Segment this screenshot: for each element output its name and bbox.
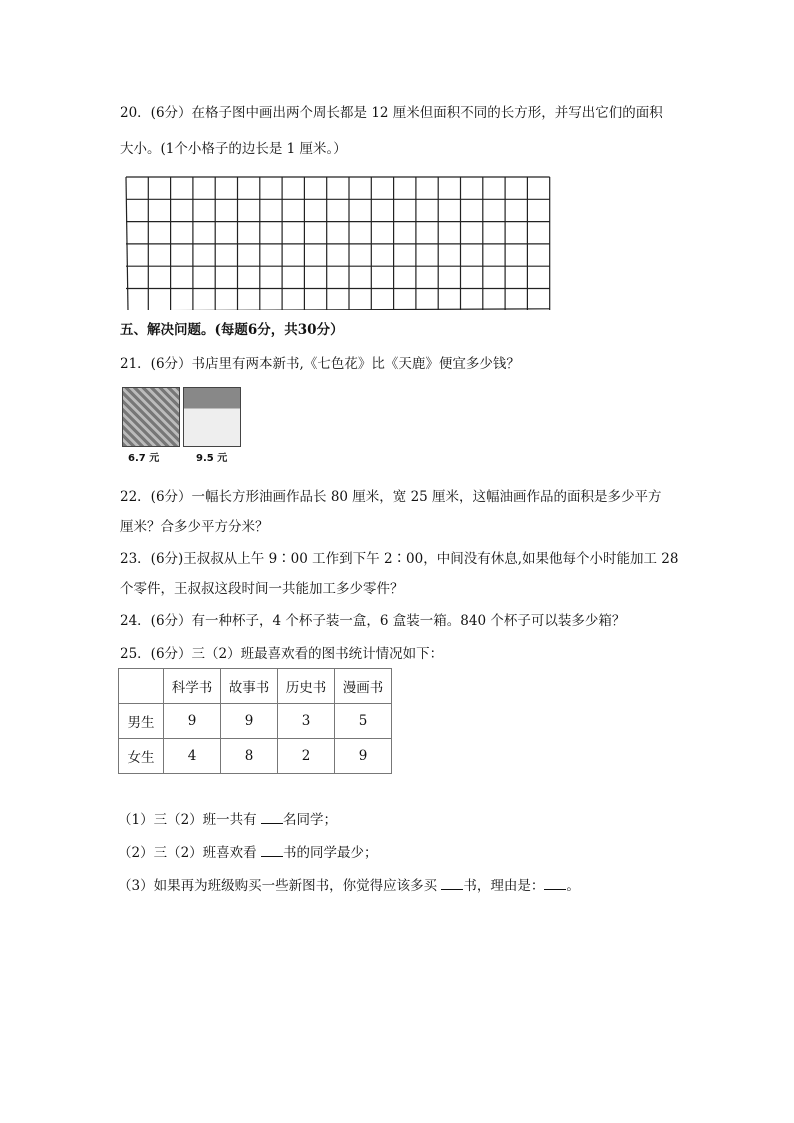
q25-sub2-before: （2）三（2）班喜欢看 bbox=[118, 845, 257, 861]
table-header-row bbox=[119, 669, 392, 704]
table-row bbox=[119, 739, 392, 774]
q21-text: 21．(6分）书店里有两本新书,《七色花》比《天鹿》便宜多少钱？ bbox=[120, 356, 520, 372]
answer-blank[interactable] bbox=[544, 876, 566, 890]
q20-line2: 大小。(1个小格子的边长是 1 厘米。） bbox=[120, 141, 347, 157]
book1-price: 6.7 元 bbox=[128, 453, 160, 464]
square-grid bbox=[122, 176, 552, 314]
table-header-cell: 历史书 bbox=[278, 669, 335, 704]
table-cell: 5 bbox=[335, 704, 392, 739]
q22-line2: 厘米？合多少平方分米？ bbox=[120, 519, 269, 535]
book-cover-tianlu bbox=[183, 387, 241, 447]
table-row bbox=[119, 704, 392, 739]
q20-line1: 20．(6分）在格子图中画出两个周长都是 12 厘米但面积不同的长方形，并写出它们的面积 bbox=[120, 105, 663, 121]
book-stats-table bbox=[118, 668, 392, 774]
table-cell: 3 bbox=[278, 704, 335, 739]
row-label: 男生 bbox=[119, 704, 164, 739]
q25-sub3-middle: 书，理由是： bbox=[463, 878, 545, 894]
book-images bbox=[122, 387, 242, 477]
q25-sub2-after: 书的同学最少； bbox=[282, 845, 378, 861]
q25-sub3 bbox=[118, 876, 580, 895]
q22-line1: 22．(6分）一幅长方形油画作品长 80 厘米，宽 25 厘米，这幅油画作品的面积是多少平方 bbox=[120, 489, 662, 505]
table-header-cell: 故事书 bbox=[221, 669, 278, 704]
q25-sub1-before: （1）三（2）班一共有 bbox=[118, 812, 257, 828]
q25-sub1-after: 名同学； bbox=[282, 812, 337, 828]
q25-sub3-after: 。 bbox=[566, 878, 580, 894]
table-cell: 4 bbox=[164, 739, 221, 774]
table-cell: 9 bbox=[221, 704, 278, 739]
table-header-cell: 科学书 bbox=[164, 669, 221, 704]
table-cell bbox=[119, 669, 164, 704]
grid-line-horizontal bbox=[126, 309, 550, 310]
section-heading: 五、解决问题。(每题6分，共30分） bbox=[120, 322, 344, 338]
answer-blank[interactable] bbox=[441, 876, 463, 890]
row-label: 女生 bbox=[119, 739, 164, 774]
q23-line1: 23．(6分)王叔叔从上午 9∶00 工作到下午 2∶00，中间没有休息,如果他每个小时能加工 28 bbox=[120, 551, 679, 567]
table-cell: 8 bbox=[221, 739, 278, 774]
table-header-cell: 漫画书 bbox=[335, 669, 392, 704]
q25-text: 25．(6分）三（2）班最喜欢看的图书统计情况如下： bbox=[120, 646, 444, 662]
grid-svg bbox=[122, 176, 552, 310]
q25-sub3-before: （3）如果再为班级购买一些新图书，你觉得应该多买 bbox=[118, 878, 438, 894]
book-cover-qisehua bbox=[122, 387, 180, 447]
q25-sub2 bbox=[118, 843, 377, 862]
table-cell: 9 bbox=[335, 739, 392, 774]
q23-line2: 个零件，王叔叔这段时间一共能加工多少零件？ bbox=[120, 581, 404, 597]
book2-price: 9.5 元 bbox=[196, 453, 228, 464]
answer-blank[interactable] bbox=[261, 810, 283, 824]
q24-text: 24．(6分）有一种杯子，4 个杯子装一盒，6 盒装一箱。840 个杯子可以装多少箱？ bbox=[120, 613, 626, 629]
table-cell: 9 bbox=[164, 704, 221, 739]
answer-blank[interactable] bbox=[261, 843, 283, 857]
q25-sub1 bbox=[118, 810, 337, 829]
table-cell: 2 bbox=[278, 739, 335, 774]
